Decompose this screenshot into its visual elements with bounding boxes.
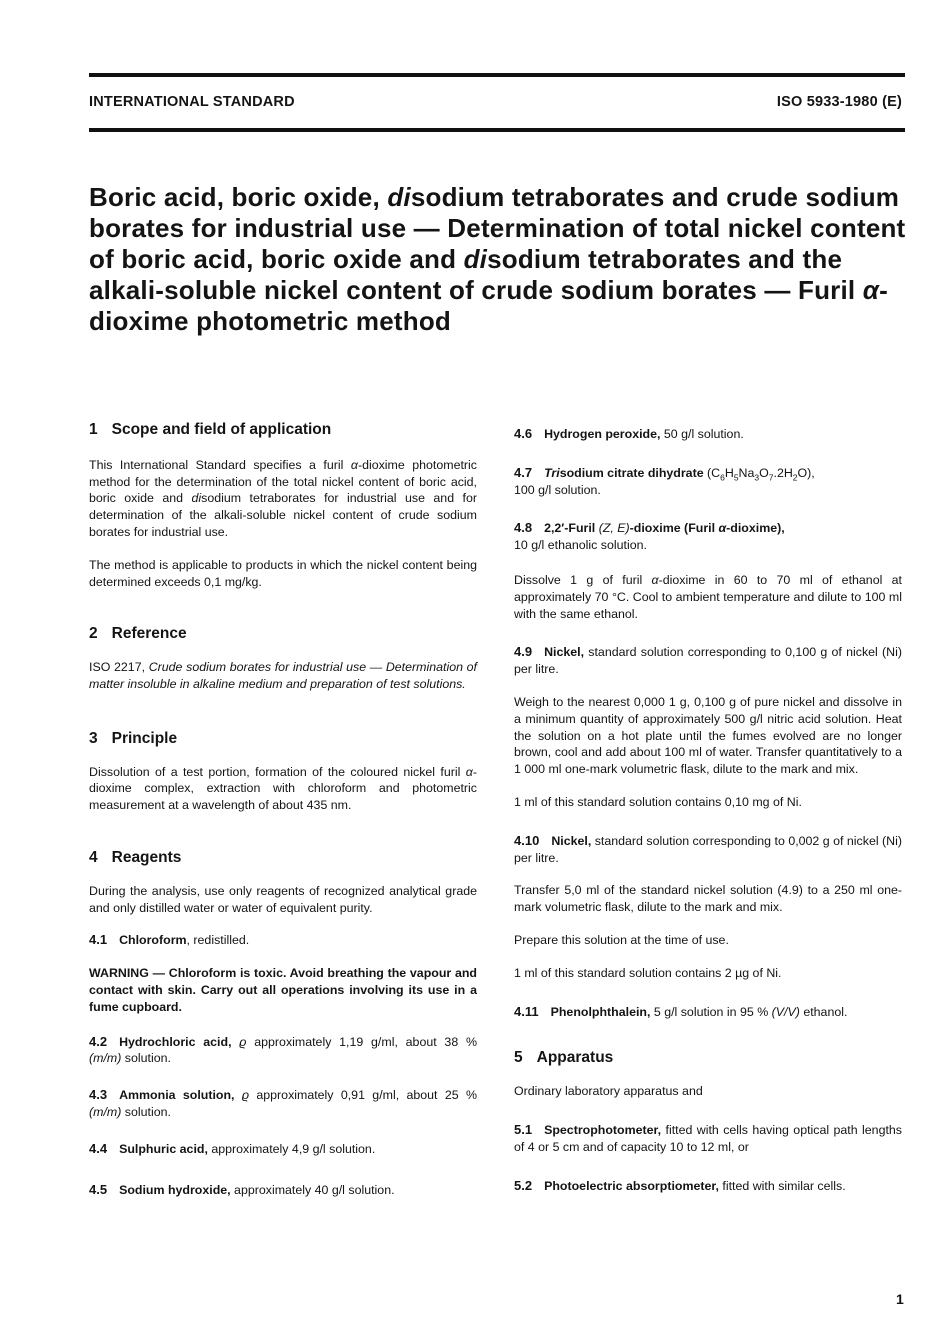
nickel-dilute-timing: Prepare this solution at the time of use. xyxy=(514,932,729,947)
document-title: Boric acid, boric oxide, disodium tetraborates and crude sodium borates for industrial use — Determination of total nickel content of boric acid, boric oxide and disodium tetraborates and the alkali-soluble nickel content of crude sodium borates — Furil α-dioxime photometric method xyxy=(89,182,906,336)
page-number: 1 xyxy=(896,1291,904,1307)
reagent-4-8: 4.8 2,2′-Furil (Z, E)-dioxime (Furil α-dioxime), 10 g/l ethanolic solution. xyxy=(514,520,785,553)
header-standard-label: INTERNATIONAL STANDARD xyxy=(89,94,295,110)
nickel-dilute-preparation: Transfer 5,0 ml of the standard nickel solution (4.9) to a 250 ml one-mark volumetric flask, dilute to the mark and mix. xyxy=(514,883,902,915)
section-2-heading: 2 Reference xyxy=(89,625,187,643)
furil-dioxime-preparation: Dissolve 1 g of furil α-dioxime in 60 to 70 ml of ethanol at approximately 70 °C. Cool to ambient temperature and dilute to 100 ml with the same ethanol. xyxy=(514,572,902,621)
reference-paragraph: ISO 2217, Crude sodium borates for industrial use — Determination of matter insoluble in alkaline medium and preparation of test solutions. xyxy=(89,660,477,691)
section-3-heading: 3 Principle xyxy=(89,729,178,747)
right-column xyxy=(514,426,902,1194)
nickel-stock-preparation: Weigh to the nearest 0,000 1 g, 0,100 g of pure nickel and dissolve in a minimum quantity of approximately 500 g/l nitric acid solution. Heat the solution on a hot plate until the fumes evolved are no longer brown, cool and add about 100 ml of water. Transfer quantitatively to a 1 000 ml one-mark volumetric flask, dilute to the mark and mix. xyxy=(514,694,902,777)
section-5-heading: 5 Apparatus xyxy=(514,1049,614,1067)
header-bottom-rule xyxy=(89,128,905,132)
section-1-heading: 1 Scope and field of application xyxy=(89,421,332,438)
reagent-4-11: 4.11 Phenolphthalein, 5 g/l solution in 95 % (V/V) ethanol. xyxy=(514,1003,848,1019)
reagent-4-1: 4.1 Chloroform, redistilled. xyxy=(89,932,250,948)
chloroform-warning: WARNING — Chloroform is toxic. Avoid breathing the vapour and contact with skin. Carry out all operations involving its use in a fume cupboard. xyxy=(89,966,477,1014)
reagent-4-2: 4.2 Hydrochloric acid, ϱ approximately 1,19 g/ml, about 38 % (m/m) solution. xyxy=(89,1033,478,1066)
reagent-4-9: 4.9 Nickel, standard solution corresponding to 0,100 g of nickel (Ni) per litre. xyxy=(514,644,902,677)
reagent-4-3: 4.3 Ammonia solution, ϱ approximately 0,91 g/ml, about 25 % (m/m) solution. xyxy=(89,1087,477,1119)
reagent-4-6: 4.6 Hydrogen peroxide, 50 g/l solution. xyxy=(514,426,744,441)
apparatus-5-1: 5.1 Spectrophotometer, fitted with cells having optical path lengths of 4 or 5 cm and of capacity 10 to 12 ml, or xyxy=(514,1121,902,1154)
reagent-4-4: 4.4 Sulphuric acid, approximately 4,9 g/l solution. xyxy=(89,1140,376,1156)
reagent-4-7: 4.7 Trisodium citrate dihydrate $(C_6H_5Na_3O_7.2H_2O)$, 100 g/l solution. xyxy=(514,464,815,497)
left-column xyxy=(89,422,477,1198)
top-rule xyxy=(89,73,905,77)
apparatus-intro: Ordinary laboratory apparatus and xyxy=(514,1084,703,1099)
principle-paragraph: Dissolution of a test portion, formation of the coloured nickel furil α-dioxime complex, extraction with chloroform and photometric measurement at a wavelength of about 435 nm. xyxy=(89,764,477,813)
section-4-heading: 4 Reagents xyxy=(89,848,182,866)
reagent-4-5: 4.5 Sodium hydroxide, approximately 40 g/l solution. xyxy=(89,1181,395,1197)
apparatus-5-2: 5.2 Photoelectric absorptiometer, fitted with similar cells. xyxy=(514,1177,846,1193)
nickel-dilute-concentration: 1 ml of this standard solution contains 2 µg of Ni. xyxy=(514,965,782,980)
scope-paragraph: This International Standard specifies a furil α-dioxime photometric method for the determination of the total nickel content of boric acid, boric oxide and disodium tetraborates for industrial use and for determination of the alkali-soluble nickel content of crude sodium borates for industrial use. xyxy=(89,457,477,539)
reagents-intro: During the analysis, use only reagents of recognized analytical grade and only distilled water or water of equivalent purity. xyxy=(89,883,477,915)
nickel-stock-concentration: 1 ml of this standard solution contains 0,10 mg of Ni. xyxy=(514,794,802,809)
reagent-4-10: 4.10 Nickel, standard solution corresponding to 0,002 g of nickel (Ni) per litre. xyxy=(514,832,902,865)
header-document-number: ISO 5933-1980 (E) xyxy=(776,94,902,110)
applicability-paragraph: The method is applicable to products in which the nickel content being determined exceeds 0,1 mg/kg. xyxy=(89,557,477,589)
